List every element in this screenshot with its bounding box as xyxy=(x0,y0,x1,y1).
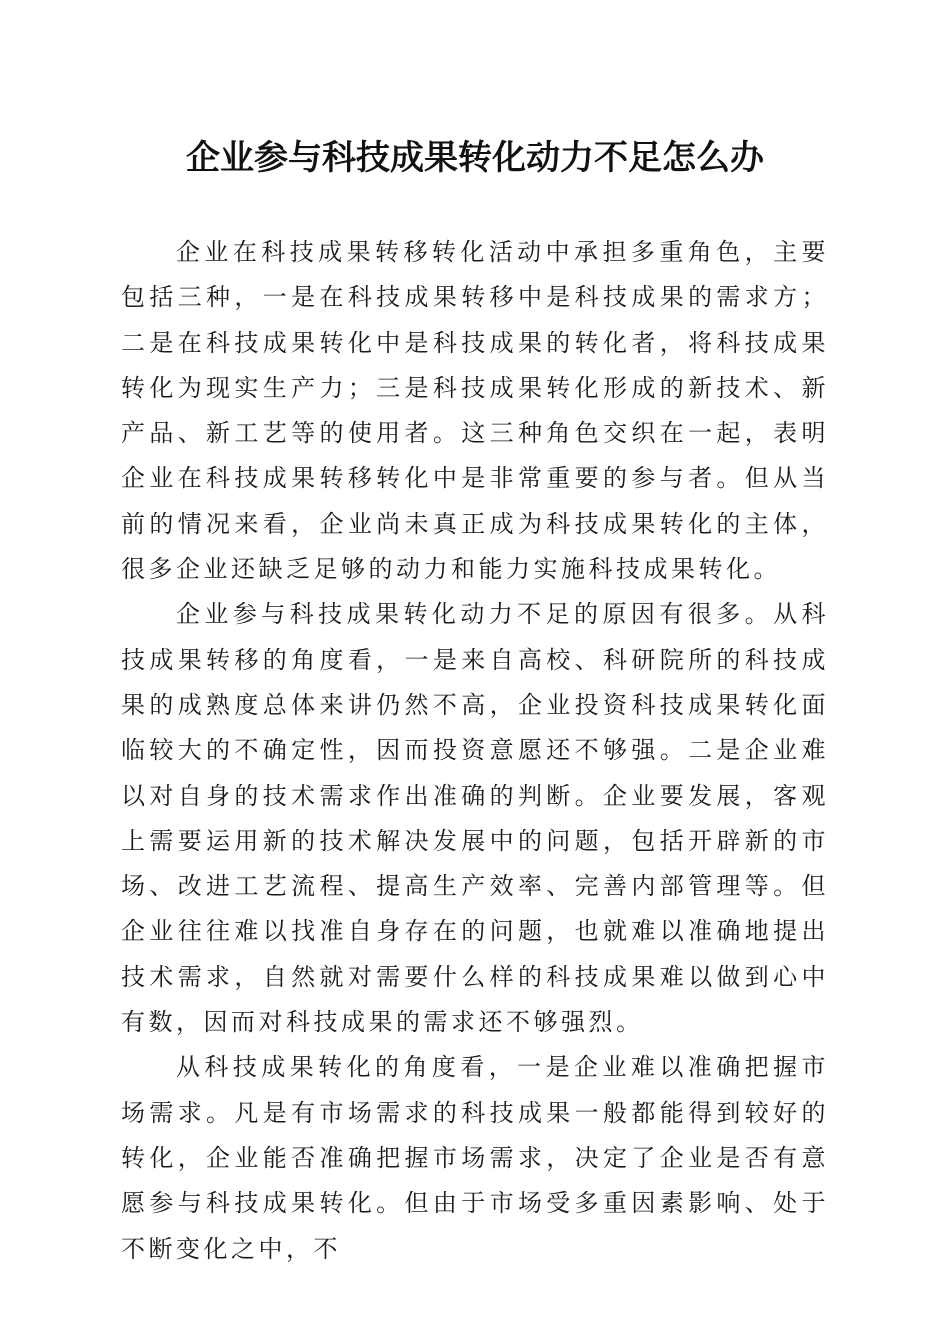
paragraph-2: 企业参与科技成果转化动力不足的原因有很多。从科技成果转移的角度看，一是来自高校、科研院所的科技成果的成熟度总体来讲仍然不高，企业投资科技成果转化面临较大的不确定性，因而投资意愿还不够强。二是企业难以对自身的技术需求作出准确的判断。企业要发展，客观上需要运用新的技术解决发展中的问题，包括开辟新的市场、改进工艺流程、提高生产效率、完善内部管理等。但企业往往难以找准自身存在的问题，也就难以准确地提出技术需求，自然就对需要什么样的科技成果难以做到心中有数，因而对科技成果的需求还不够强烈。 xyxy=(121,600,829,1037)
paragraph-3: 从科技成果转化的角度看，一是企业难以准确把握市场需求。凡是有市场需求的科技成果一般都能得到较好的转化，企业能否准确把握市场需求，决定了企业是否有意愿参与科技成果转化。但由于市场受多重因素影响、处于不断变化之中，不 xyxy=(121,1053,829,1263)
paragraph-1: 企业在科技成果转移转化活动中承担多重角色，主要包括三种，一是在科技成果转移中是科技成果的需求方；二是在科技成果转化中是科技成果的转化者，将科技成果转化为现实生产力；三是科技成果转化形成的新技术、新产品、新工艺等的使用者。这三种角色交织在一起，表明企业在科技成果转移转化中是非常重要的参与者。但从当前的情况来看，企业尚未真正成为科技成果转化的主体，很多企业还缺乏足够的动力和能力实施科技成果转化。 xyxy=(121,238,829,584)
document-title: 企业参与科技成果转化动力不足怎么办 xyxy=(186,138,764,178)
document-body xyxy=(121,230,829,1272)
